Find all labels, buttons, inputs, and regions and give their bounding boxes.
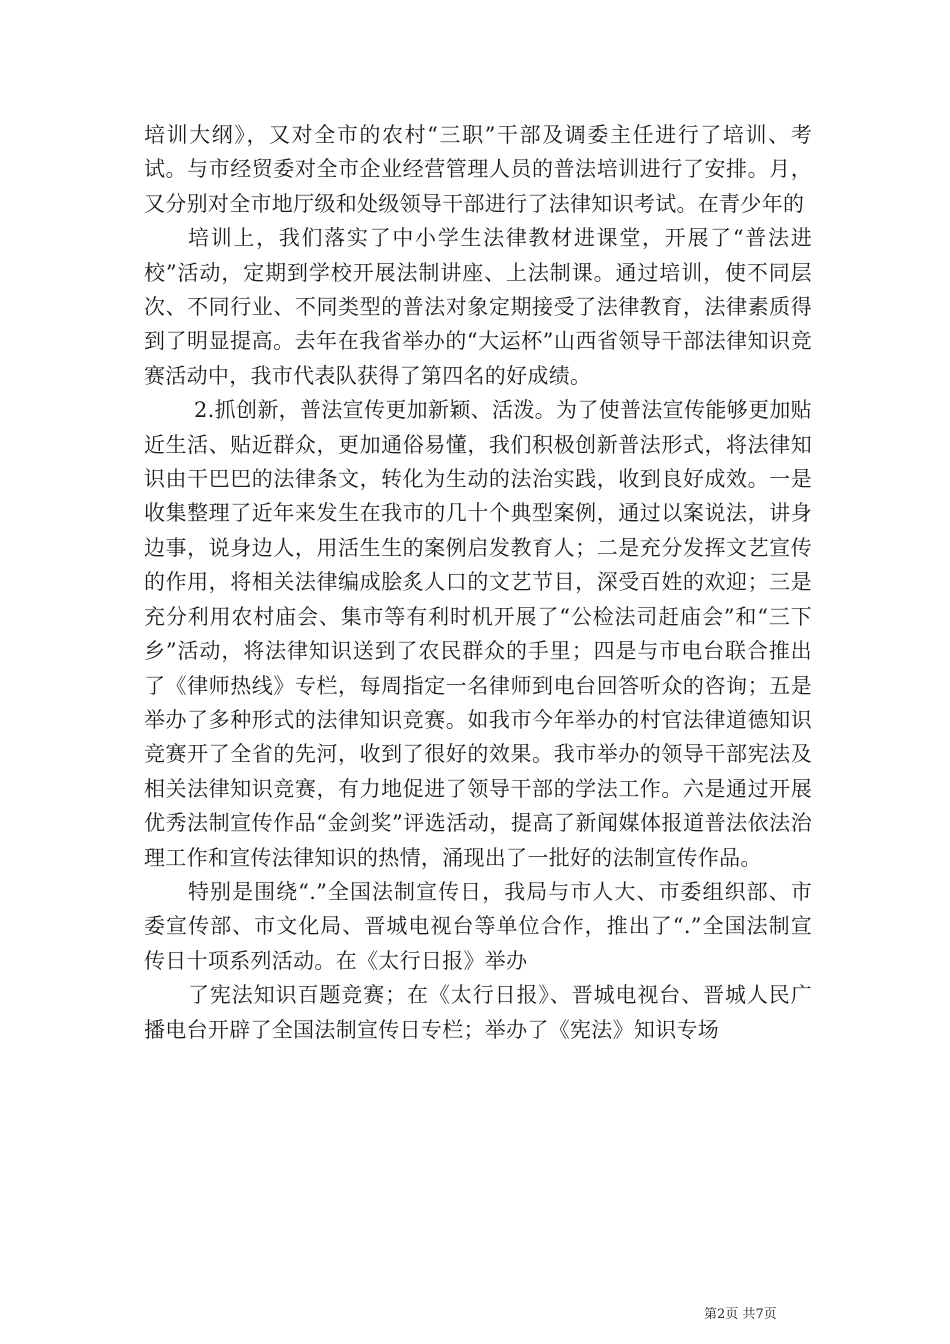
paragraph-2: 培训上，我们落实了中小学生法律教材进课堂，开展了“普法进校”活动，定期到学校开展法制讲座、上法制课。通过培训，使不同层次、不同行业、不同类型的普法对象定期接受了法律教育，法律素质得到了明显提高。去年在我省举办的“大运杯”山西省领导干部法律知识竞赛活动中，我市代表队获得了第四名的好成绩。 <box>144 226 812 388</box>
document-body <box>144 118 812 1047</box>
footer-middle: 页 共 <box>725 1307 756 1322</box>
paragraph-1: 培训大纲》，又对全市的农村“三职”干部及调委主任进行了培训、考试。与市经贸委对全市企业经营管理人员的普法培训进行了安排。月，又分别对全市地厅级和处级领导干部进行了法律知识考试。在青少年的 <box>144 123 812 216</box>
footer-total-pages: 7 <box>755 1307 764 1322</box>
footer-page-number: 2 <box>717 1307 726 1322</box>
footer-prefix: 第 <box>704 1307 718 1322</box>
paragraph-3: 2.抓创新，普法宣传更加新颖、活泼。为了使普法宣传能够更加贴近生活、贴近群众，更加通俗易懂，我们积极创新普法形式，将法律知识由干巴巴的法律条文，转化为生动的法治实践，收到良好成效。一是收集整理了近年来发生在我市的几十个典型案例，通过以案说法，讲身边事，说身边人，用活生生的案例启发教育人；二是充分发挥文艺宣传的作用，将相关法律编成脍炙人口的文艺节目，深受百姓的欢迎；三是充分利用农村庙会、集市等有利时机开展了“公检法司赶庙会”和“三下乡”活动，将法律知识送到了农民群众的手里；四是与市电台联合推出了《律师热线》专栏，每周指定一名律师到电台回答听众的咨询；五是举办了多种形式的法律知识竞赛。如我市今年举办的村官法律道德知识竞赛开了全省的先河，收到了很好的效果。我市举办的领导干部宪法及相关法律知识竞赛，有力地促进了领导干部的学法工作。六是通过开展优秀法制宣传作品“金剑奖”评选活动，提高了新闻媒体报道普法依法治理工作和宣传法律知识的热情，涌现出了一批好的法制宣传作品。 <box>144 398 812 870</box>
paragraph-5: 了宪法知识百题竞赛；在《太行日报》、晋城电视台、晋城人民广播电台开辟了全国法制宣传日专栏；举办了《宪法》知识专场 <box>144 983 812 1042</box>
footer-suffix: 页 <box>763 1307 777 1322</box>
paragraph-4: 特别是围绕“.”全国法制宣传日，我局与市人大、市委组织部、市委宣传部、市文化局、晋城电视台等单位合作，推出了“.”全国法制宣传日十项系列活动。在《太行日报》举办 <box>144 879 812 973</box>
page-number-footer <box>704 1306 777 1324</box>
